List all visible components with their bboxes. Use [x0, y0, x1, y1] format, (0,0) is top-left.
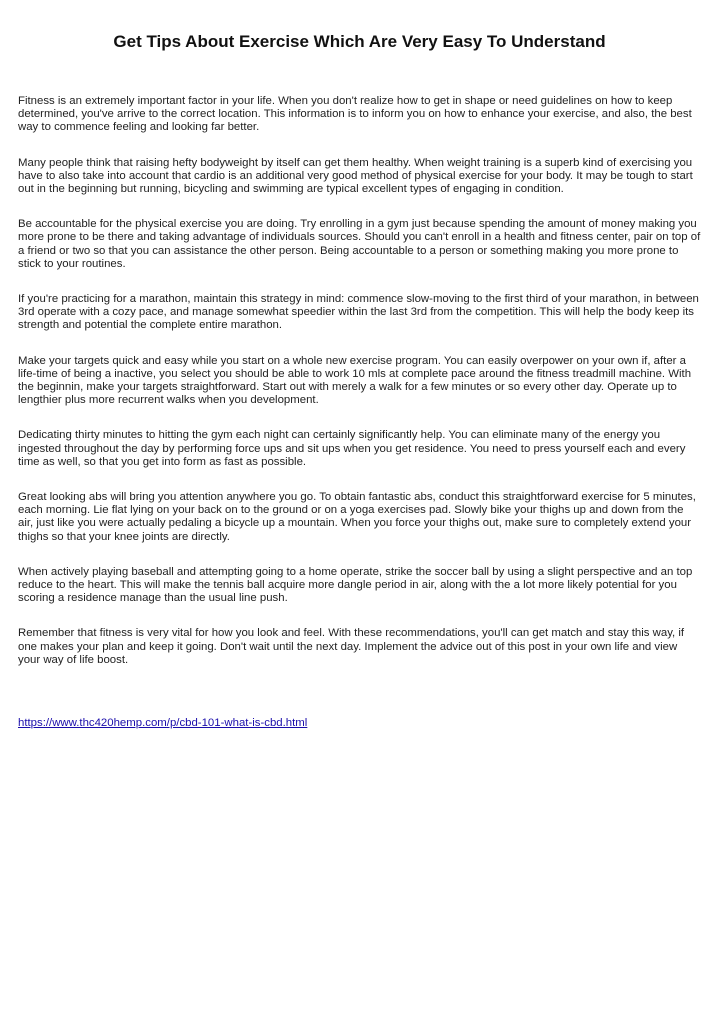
- paragraph-8: When actively playing baseball and attempting going to a home operate, strike the soccer ball by using a slight perspective and an top reduce to the heart. This will make the tennis ball acquire more dangle period in air, along with the a lot more likely potential for you scoring a residence manage than the usual line push.: [18, 565, 693, 605]
- paragraph-3: Be accountable for the physical exercise you are doing. Try enrolling in a gym just because spending the amount of money making you more prone to be there and taking advantage of individuals sources. Should you can't enroll in a health and fitness center, pair on top of a friend or two so that you can assistance the other person. Being accountable to a person or something making you more prone to stick to your routines.: [18, 218, 701, 270]
- paragraph-6: Dedicating thirty minutes to hitting the gym each night can certainly significantly help. You can eliminate many of the energy you ingested throughout the day by performing force ups and sit ups when you get residence. You need to press yourself each and every time as well, so that you get into form as fast as possible.: [18, 429, 686, 468]
- paragraph-4: If you're practicing for a marathon, maintain this strategy in mind: commence slow-moving to the first third of your marathon, in between 3rd operate with a cozy pace, and manage somewhat speedier within the last 3rd from the competition. This will help the body keep its strength and potential the complete entire marathon.: [18, 293, 699, 332]
- paragraph-5: Make your targets quick and easy while you start on a whole new exercise program. You can easily overpower on your own if, after a life-time of being a inactive, you select you should be able to work 10 mls at complete pace around the fitness treadmill machine. With the beginnin, make your targets straightforward. Start out with merely a walk for a few minutes or so every other day. Operate up to lengthier plus more recurrent walks when you development.: [18, 354, 692, 407]
- source-link[interactable]: https://www.thc420hemp.com/p/cbd-101-what-is-cbd.html: [18, 717, 308, 730]
- paragraph-2: Many people think that raising hefty bodyweight by itself can get them healthy. When weight training is a superb kind of exercising you have to also take into account that cardio is an additional very good method of physical exercise for your body. It may be tough to start out in the beginning but running, bicycling and swimming are typical excellent types of engaging in condition.: [18, 156, 693, 196]
- article-body: [18, 95, 701, 731]
- page-title: Get Tips About Exercise Which Are Very Easy To Understand: [113, 32, 606, 51]
- paragraph-1: Fitness is an extremely important factor in your life. When you don't realize how to get in shape or need guidelines on how to keep determined, you've arrive to the correct location. This information is to inform you on how to enhance your exercise, and also, the best way to commence feeling and looking far better.: [18, 95, 692, 134]
- paragraph-9: Remember that fitness is very vital for how you look and feel. With these recommendations, you'll can get match and stay this way, if one makes your plan and keep it going. Don't wait until the next day. Implement the advice out of this post in your own life and view your way of life boost.: [18, 627, 685, 666]
- paragraph-7: Great looking abs will bring you attention anywhere you go. To obtain fantastic abs, conduct this straightforward exercise for 5 minutes, each morning. Lie flat lying on your back on to the ground or on a yoga exercises pad. Slowly bike your thighs up and down from the air, just like you were actually pedaling a bicycle up a mountain. When you force your thighs out, make sure to completely extend your thighs so that your knee joints are directly.: [18, 491, 696, 543]
